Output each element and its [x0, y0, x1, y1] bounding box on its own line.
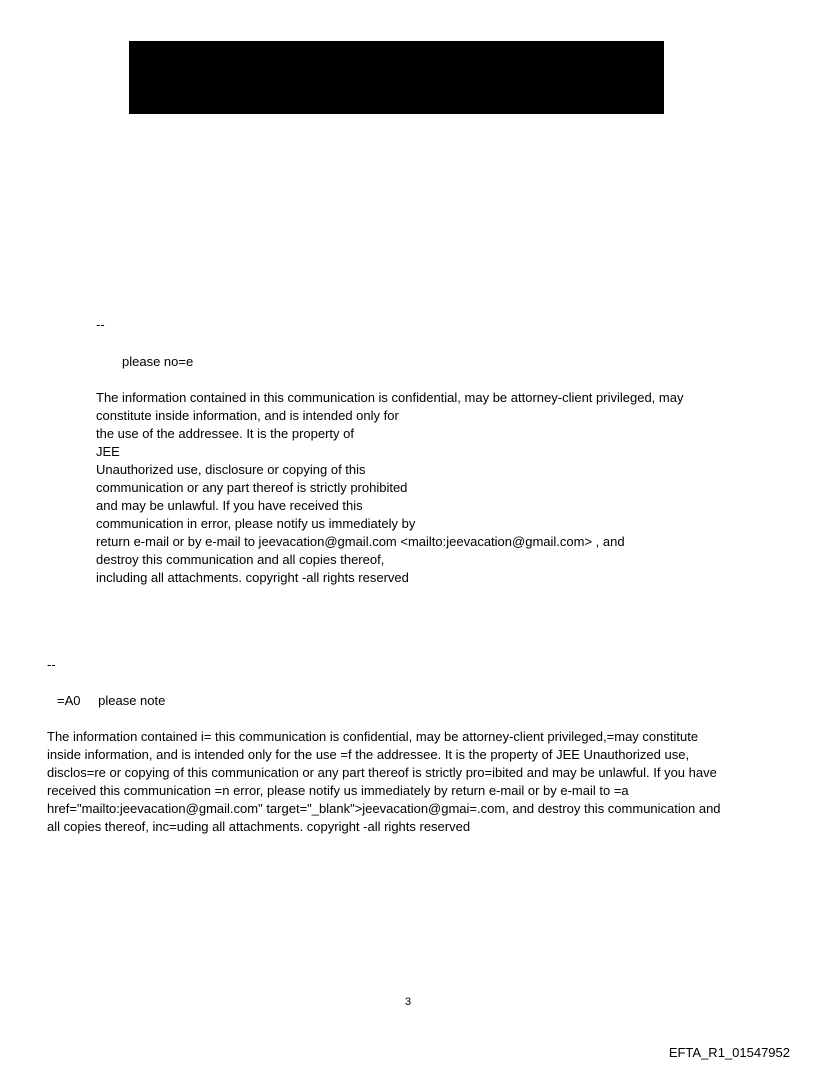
disclaimer-line: communication or any part thereof is strictly prohibited — [96, 480, 408, 495]
disclaimer-line: the use of the addressee. It is the property of — [96, 426, 354, 441]
disclaimer-line: inside information, and is intended only for the use =f the addressee. It is the property of JEE Unauthorized use, — [47, 747, 690, 762]
redaction-block — [129, 41, 664, 114]
disclaimer-line: received this communication =n error, please notify us immediately by return e-mail or by e-mail to =a — [47, 783, 629, 798]
disclaimer-line: disclos=re or copying of this communication or any part thereof is strictly pro=ibited and may be unlawful. If you have — [47, 765, 717, 780]
disclaimer-line: href="mailto:jeevacation@gmail.com" target="_blank">jeevacation@gmai=.com, and destroy this communication and — [47, 801, 721, 816]
quote1-disclaimer — [96, 389, 683, 587]
disclaimer-line: communication in error, please notify us immediately by — [96, 516, 416, 531]
disclaimer-line: all copies thereof, inc=uding all attachments. copyright -all rights reserved — [47, 819, 471, 834]
quote2-note-prefix: =A0 — [57, 693, 81, 708]
disclaimer-line: JEE — [96, 444, 120, 459]
disclaimer-line: The information contained in this communication is confidential, may be attorney-client privileged, may — [96, 390, 684, 405]
document-id: EFTA_R1_01547952 — [668, 1045, 790, 1060]
disclaimer-line: return e-mail or by e-mail to jeevacation@gmail.com <mailto:jeevacation@gmail.com> , and — [96, 534, 625, 549]
quote2-disclaimer — [47, 728, 777, 836]
quote1-note-heading: please no=e — [122, 354, 194, 369]
disclaimer-line: including all attachments. copyright -all rights reserved — [96, 570, 409, 585]
disclaimer-line: Unauthorized use, disclosure or copying of this — [96, 462, 366, 477]
quote2-note-heading: please note — [98, 693, 166, 708]
disclaimer-line: The information contained i= this communication is confidential, may be attorney-client privileged,=may constitute — [47, 729, 699, 744]
page-number: 3 — [404, 996, 412, 1008]
quote2-note — [47, 692, 165, 710]
disclaimer-line: and may be unlawful. If you have received this — [96, 498, 363, 513]
quote2-separator: -- — [47, 657, 56, 672]
disclaimer-line: constitute inside information, and is intended only for — [96, 408, 399, 423]
disclaimer-line: destroy this communication and all copies thereof, — [96, 552, 385, 567]
quote1-separator: -- — [96, 317, 105, 332]
